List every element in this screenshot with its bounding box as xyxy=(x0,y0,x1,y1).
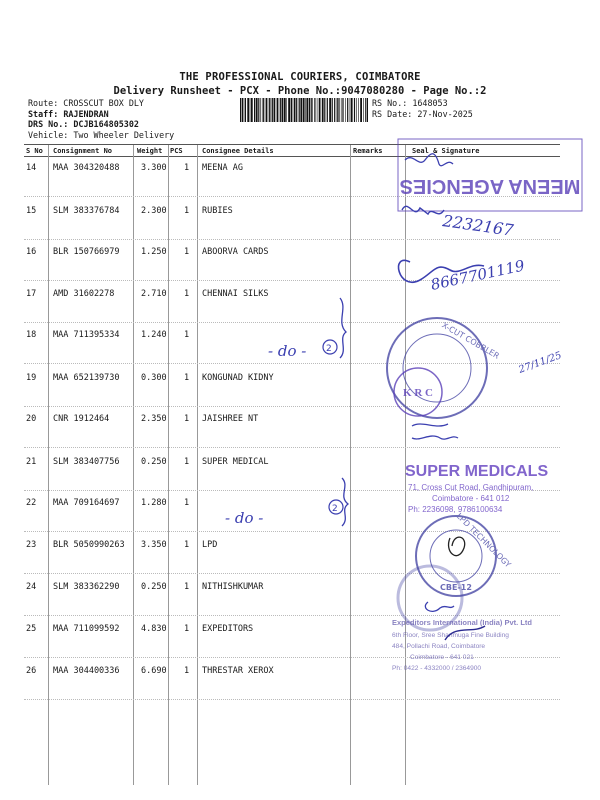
row-pcs: 1 xyxy=(184,330,190,340)
krc-stamp xyxy=(394,368,442,416)
ditto-number-22: 2 xyxy=(332,504,338,514)
row-sno: 15 xyxy=(26,206,37,216)
meena-stamp xyxy=(398,139,582,211)
row-pcs: 1 xyxy=(184,206,190,216)
expeditors-stamp xyxy=(392,618,532,672)
ditto-mark-18: - do - xyxy=(268,342,307,360)
row-sno: 26 xyxy=(26,666,37,676)
brace-18 xyxy=(340,298,346,358)
lpd-stamp-sub: CBE-12 xyxy=(440,583,472,592)
krc-stamp-text: K R C xyxy=(403,387,433,399)
row-sno: 18 xyxy=(26,330,37,340)
lpd-stamp xyxy=(416,511,513,596)
expeditors-line3: 484, Pollachi Road, Coimbatore xyxy=(392,643,486,650)
expeditors-line5: Ph: 0422 - 4332000 / 2364900 xyxy=(392,665,482,672)
row-sno: 17 xyxy=(26,289,37,299)
row-consignee: ABOORVA CARDS xyxy=(202,247,269,257)
row-sno: 24 xyxy=(26,582,37,592)
signature-14 xyxy=(405,154,453,166)
row-weight: 1.280 xyxy=(141,498,167,508)
col-seal: Seal & Signature xyxy=(412,147,480,155)
row-sno: 20 xyxy=(26,414,37,424)
xcut-stamp xyxy=(387,318,501,418)
staff-name: RAJENDRAN xyxy=(63,108,109,119)
signature-23 xyxy=(449,537,465,556)
row-weight: 6.690 xyxy=(141,666,167,676)
row-pcs: 1 xyxy=(184,582,190,592)
row-weight: 0.250 xyxy=(141,457,167,467)
col-remarks: Remarks xyxy=(353,147,383,155)
row-pcs: 1 xyxy=(184,289,190,299)
drs-label: DRS No.: xyxy=(28,119,69,130)
rs-date: RS Date: 27-Nov-2025 xyxy=(372,108,473,119)
expeditors-line2: 6th Floor, Sree Shanmuga Fine Building xyxy=(392,632,509,639)
row-sno: 19 xyxy=(26,373,37,383)
staff-label: Staff: xyxy=(28,108,59,119)
row-consignment: SLM 383376784 xyxy=(53,206,120,216)
vehicle-label: Vehicle: Two Wheeler Delivery xyxy=(28,129,175,140)
col-sno: S No xyxy=(26,147,43,155)
super-stamp-name: SUPER MEDICALS xyxy=(405,463,549,480)
expeditors-line4: Coimbatore - 641 021 xyxy=(410,654,474,661)
super-stamp-addr1: 71, Cross Cut Road, Gandhipuram, xyxy=(408,483,534,492)
row-consignment: MAA 304320488 xyxy=(53,163,120,173)
super-medicals-stamp xyxy=(405,463,548,514)
col-weight: Weight xyxy=(137,147,163,155)
row-consignee: SUPER MEDICAL xyxy=(202,457,269,467)
signature-24 xyxy=(425,602,454,611)
row-pcs: 1 xyxy=(184,498,190,508)
row-consignee: KONGUNAD KIDNY xyxy=(202,373,274,383)
row-pcs: 1 xyxy=(184,247,190,257)
row-sno: 22 xyxy=(26,498,37,508)
brace-22 xyxy=(342,478,348,526)
row-consignee: JAISHREE NT xyxy=(202,414,259,424)
row-consignee: CHENNAI SILKS xyxy=(202,289,269,299)
row-sno: 14 xyxy=(26,163,37,173)
row-pcs: 1 xyxy=(184,163,190,173)
row-consignment: MAA 711395334 xyxy=(53,330,120,340)
signature-15 xyxy=(402,206,444,214)
row-consignment: AMD 31602278 xyxy=(53,289,115,299)
row-consignee: THRESTAR XEROX xyxy=(202,666,274,676)
row-weight: 3.350 xyxy=(141,540,167,550)
row-weight: 3.300 xyxy=(141,163,167,173)
runsheet-title: Delivery Runsheet - PCX - Phone No.:9047080280 - Page No.:2 xyxy=(113,85,487,97)
route-label: Route: CROSSCUT BOX DLY xyxy=(28,98,144,108)
row-consignment: SLM 383362290 xyxy=(53,582,120,592)
row-weight: 1.240 xyxy=(141,330,167,340)
row-pcs: 1 xyxy=(184,624,190,634)
super-stamp-phone: Ph: 2236098, 9786100634 xyxy=(408,505,503,514)
row-consignment: SLM 383407756 xyxy=(53,457,120,467)
company-title: THE PROFESSIONAL COURIERS, COIMBATORE xyxy=(179,71,421,83)
row-consignment: BLR 5050990263 xyxy=(53,540,125,550)
row-sno: 16 xyxy=(26,247,37,257)
row-weight: 1.250 xyxy=(141,247,167,257)
col-consignment: Consignment No xyxy=(53,147,113,155)
row-weight: 4.830 xyxy=(141,624,167,634)
row-pcs: 1 xyxy=(184,457,190,467)
row-pcs: 1 xyxy=(184,414,190,424)
row-consignee: RUBIES xyxy=(202,206,233,216)
col-pcs: PCS xyxy=(170,147,183,155)
row-pcs: 1 xyxy=(184,666,190,676)
row-sno: 21 xyxy=(26,457,37,467)
super-stamp-addr2: Coimbatore - 641 012 xyxy=(432,494,510,503)
row-consignment: MAA 304400336 xyxy=(53,666,120,676)
expeditors-line1: Expeditors International (India) Pvt. Ltd xyxy=(392,618,533,627)
lpd-stamp-text: LPD TECHNOLOGY xyxy=(454,511,513,570)
handwritten-date-19: 27/11/25 xyxy=(517,350,564,376)
row-consignee: NITHISHKUMAR xyxy=(202,582,264,592)
col-consignee: Consignee Details xyxy=(202,147,274,155)
row-weight: 0.300 xyxy=(141,373,167,383)
row-sno: 23 xyxy=(26,540,37,550)
signature-20 xyxy=(412,424,458,439)
row-consignment: MAA 711099592 xyxy=(53,624,120,634)
handwritten-number-15: 2232167 xyxy=(441,211,515,240)
handwritten-phone: 8667701119 xyxy=(429,256,527,294)
row-sno: 25 xyxy=(26,624,37,634)
row-weight: 2.710 xyxy=(141,289,167,299)
row-consignee: MEENA AG xyxy=(202,163,243,173)
row-weight: 0.250 xyxy=(141,582,167,592)
xcut-stamp-text: X-CUT COBBLER xyxy=(440,320,501,361)
ditto-mark-22: - do - xyxy=(225,509,264,527)
row-consignment: MAA 652139730 xyxy=(53,373,120,383)
rs-number: RS No.: 1648053 xyxy=(372,98,448,108)
row-consignment: MAA 709164697 xyxy=(53,498,120,508)
row-weight: 2.300 xyxy=(141,206,167,216)
row-consignment: CNR 1912464 xyxy=(53,414,110,424)
row-consignee: LPD xyxy=(202,540,218,550)
row-weight: 2.350 xyxy=(141,414,167,424)
row-pcs: 1 xyxy=(184,540,190,550)
ditto-number-18: 2 xyxy=(326,344,332,354)
row-consignment: BLR 150766979 xyxy=(53,247,120,257)
row-consignee: EXPEDITORS xyxy=(202,624,254,634)
drs-number: DCJB164805302 xyxy=(73,119,139,130)
row-pcs: 1 xyxy=(184,373,190,383)
meena-stamp-text: MEENA AGENCIES xyxy=(399,175,581,197)
